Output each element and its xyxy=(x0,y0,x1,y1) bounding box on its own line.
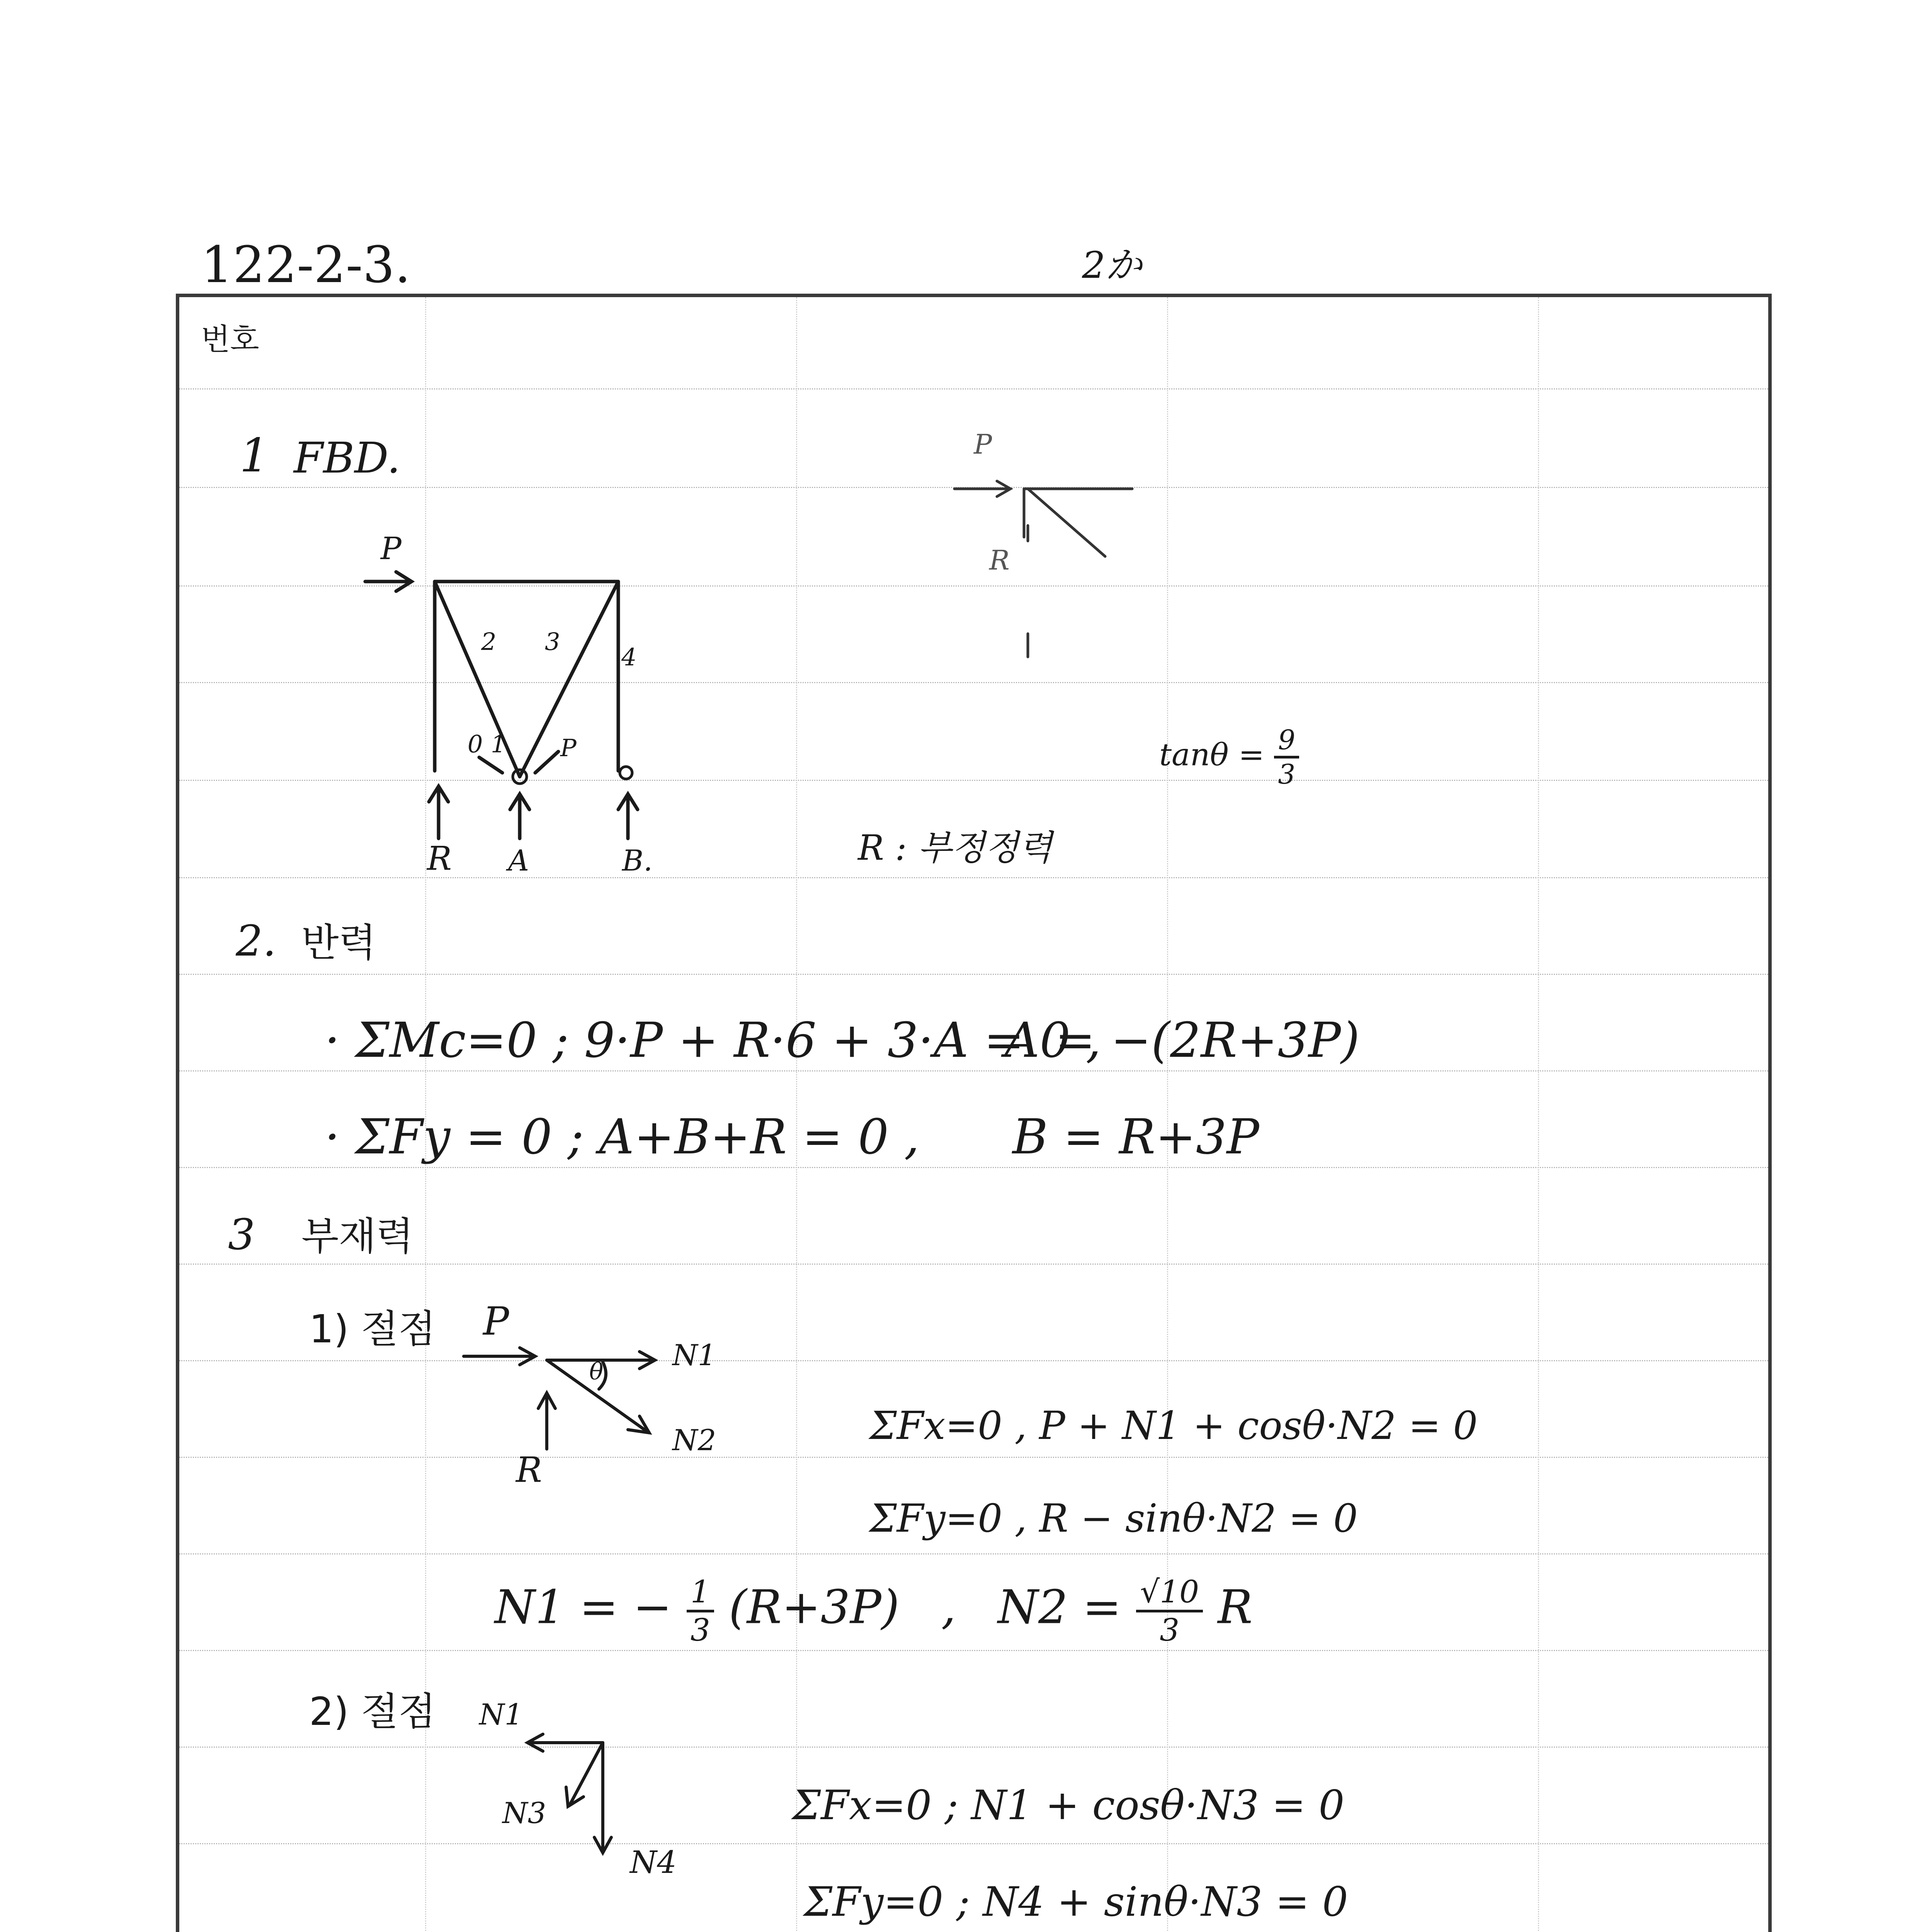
problem-id: 122-2-3. xyxy=(201,235,411,294)
joint-1-p: P xyxy=(483,1299,509,1344)
n1-separator: , xyxy=(941,1580,956,1634)
n1-lhs: N1 = − xyxy=(495,1580,672,1634)
joint-2-n3: N3 xyxy=(502,1796,546,1830)
member-label-4: 4 xyxy=(621,643,637,671)
step-1-title: FBD. xyxy=(294,433,401,483)
page-marker: 2か xyxy=(1082,244,1142,287)
vertical-equation: · ΣFy = 0 ; A+B+R = 0 , xyxy=(325,1109,920,1165)
joint-1-fy-equation: ΣFy=0 , R − sinθ·N2 = 0 xyxy=(869,1496,1358,1541)
n2-lhs: N2 = xyxy=(998,1580,1122,1634)
joint-2-fy-equation: ΣFy=0 ; N4 + sinθ·N3 = 0 xyxy=(804,1878,1348,1925)
n2-rhs: R xyxy=(1218,1580,1253,1634)
joint-2-fx-equation: ΣFx=0 ; N1 + cosθ·N3 = 0 xyxy=(792,1782,1345,1829)
joint-1-fx-equation: ΣFx=0 , P + N1 + cosθ·N2 = 0 xyxy=(869,1403,1478,1448)
tan-fraction: $\frac{9}{3}$ xyxy=(1274,726,1299,788)
n1-fraction: $\frac{1}{3}$ xyxy=(687,1577,714,1646)
step-1-number: 1 xyxy=(240,429,269,483)
tan-prefix: tanθ = xyxy=(1159,736,1264,773)
reaction-a-label: A xyxy=(508,844,529,878)
member-label-3: 3 xyxy=(545,628,560,656)
redundant-note: R : 부정정력 xyxy=(858,828,1053,868)
number-label: 번호 xyxy=(201,322,259,357)
joint-1-label: 1) 절점 xyxy=(309,1306,436,1352)
corner-r-label: R xyxy=(989,544,1010,576)
small-load-p: P xyxy=(560,734,577,762)
step-2-title: 반력 xyxy=(301,920,376,965)
member-label-2: 2 xyxy=(481,628,497,656)
step-3-number: 3 xyxy=(228,1210,255,1259)
moment-equation: · ΣMc=0 ; 9·P + R·6 + 3·A = 0 , xyxy=(325,1012,1101,1068)
joint-2-label: 2) 절점 xyxy=(309,1689,436,1734)
truss-load-p: P xyxy=(381,531,401,566)
joint-1-n2: N2 xyxy=(672,1423,716,1457)
reaction-b-result: B = R+3P xyxy=(1012,1109,1259,1165)
step-3-title: 부재력 xyxy=(301,1214,413,1259)
joint-1-theta: θ xyxy=(589,1358,604,1385)
reaction-a-result: A = −(2R+3P) xyxy=(1005,1012,1360,1068)
member-label-0: 0 xyxy=(468,730,483,758)
joint-1-n1: N1 xyxy=(672,1338,716,1372)
member-label-1: 1 xyxy=(491,730,506,758)
n2-fraction: $\frac{√10}{3}$ xyxy=(1136,1577,1203,1646)
step-2-number: 2. xyxy=(236,916,276,966)
joint-1-r: R xyxy=(516,1450,542,1490)
joint-2-n1: N1 xyxy=(479,1697,523,1731)
reaction-r-label: R xyxy=(427,840,452,878)
corner-p-label: P xyxy=(974,429,992,460)
joint-2-n4: N4 xyxy=(630,1844,677,1880)
n1-rhs: (R+3P) xyxy=(728,1580,900,1634)
reaction-b-label: B. xyxy=(622,844,653,878)
